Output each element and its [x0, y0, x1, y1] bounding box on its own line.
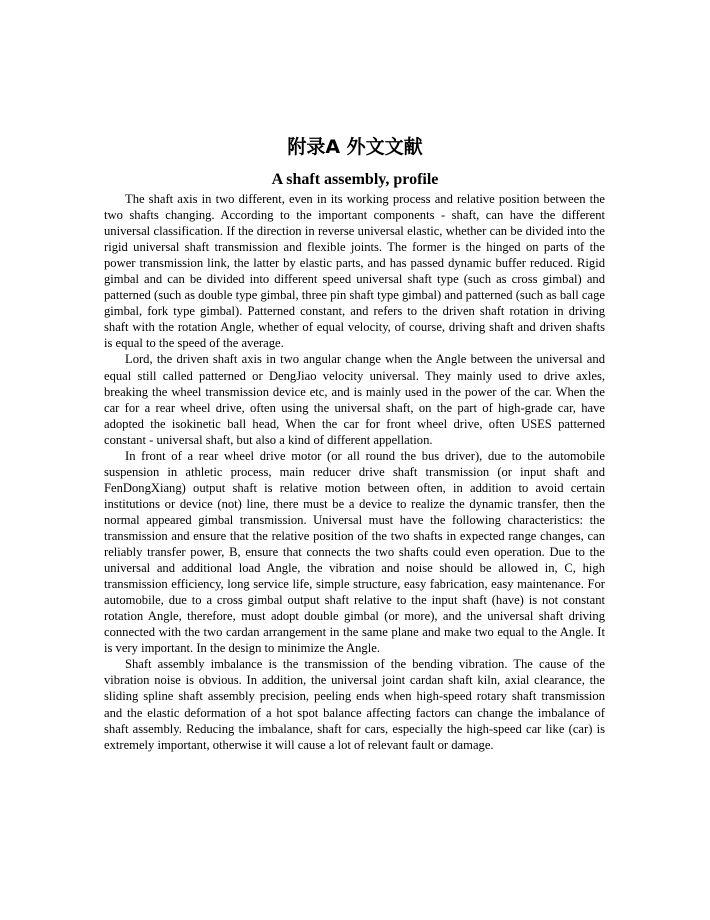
- article-title: A shaft assembly, profile: [271, 171, 439, 188]
- paragraph: In front of a rear wheel drive motor (or all round the bus driver), due to the automobile suspension in athletic process, main reducer drive shaft transmission (or input shaft and FenDongXiang) output shaft is relative motion between often, in addition to avoid certain institutions or device (not) line, there must be a device to realize the dynamic transfer, then the normal appeared gimbal transmission. Universal must have the following characteristics: the transmission and ensure that the relative position of the two shafts in expected range changes, can reliably transfer power, B, ensure that connects the two shafts could even operation. Due to the universal and additional load Angle, the vibration and noise should be allowed in, C, high transmission efficiency, long service life, simple structure, easy fabrication, easy maintenance. For automobile, due to a cross gimbal output shaft relative to the input shaft (have) is not constant rotation Angle, therefore, must adopt double gimbal (or more), and the universal shaft driving connected with the two cardan arrangement in the same plane and make two equal to the Angle. It is very important. In the design to minimize the Angle.: [104, 448, 605, 656]
- appendix-title: 附录A 外文文献: [287, 136, 423, 158]
- paragraph: Shaft assembly imbalance is the transmission of the bending vibration. The cause of the vibration noise is obvious. In addition, the universal joint cardan shaft kiln, axial clearance, the sliding spline shaft assembly precision, peeling ends when high-speed rotary shaft transmission and the elastic deformation of a hot spot balance affecting factors can change the imbalance of shaft assembly. Reducing the imbalance, shaft for cars, especially the high-speed car like (car) is extremely important, otherwise it will cause a lot of relevant fault or damage.: [104, 657, 605, 752]
- paragraph: The shaft axis in two different, even in its working process and relative position between the two shafts changing. According to the important components - shaft, can have the different universal classification. If the direction in reverse universal elastic, whether can be divided into the rigid universal shaft transmission and flexible joints. The former is the hinged on parts of the power transmission link, the latter by elastic parts, and has passed dynamic buffer reduced. Rigid gimbal and can be divided into different speed universal shaft type (such as cross gimbal) and patterned (such as double type gimbal, three pin shaft type gimbal) and patterned (such as ball cage gimbal, fork type gimbal). Patterned constant, and refers to the driven shaft rotation in driving shaft with the rotation Angle, whether of equal velocity, of course, driving shaft and driven shafts is equal to the speed of the average.: [104, 192, 605, 351]
- article-body: [104, 191, 605, 753]
- paragraph: Lord, the driven shaft axis in two angular change when the Angle between the universal and equal still called patterned or DengJiao velocity universal. They mainly used to drive axles, breaking the wheel transmission device etc, and is mainly used in the power of the car. When the car for a rear wheel drive, often using the universal shaft, on the part of high-grade car, have adopted the isokinetic ball head, When the car for front wheel drive, often USES patterned constant - universal shaft, but also a kind of different appellation.: [104, 352, 605, 447]
